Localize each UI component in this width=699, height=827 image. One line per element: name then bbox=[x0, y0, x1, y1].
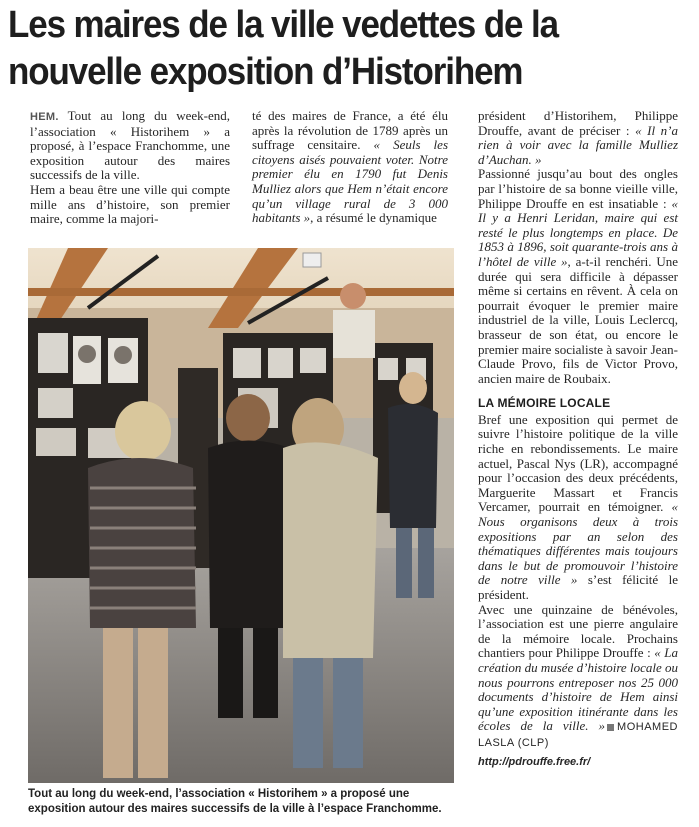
quote: « La création du musée d’histoire locale ou nous pourrons entreposer nos 25 000 documents d’histoire de Hem ainsi qu’une exposition itinérante dans les écoles de la ville. » bbox=[478, 645, 679, 734]
text-run: s’est félicité le président. bbox=[478, 572, 678, 602]
article-column-3 bbox=[478, 109, 678, 769]
text-run: président d’Historihem, Philippe Drouffe, avant de préciser : bbox=[478, 108, 678, 138]
article-column-1 bbox=[30, 109, 230, 227]
end-mark-icon bbox=[607, 724, 614, 731]
quote: « Nous organisons deux à trois expositions par an selon des thématiques différentes mais toujours dans le but de promouvoir l’histoire de notre ville » bbox=[478, 499, 678, 588]
text-run: , a résumé le dynamique bbox=[310, 210, 437, 226]
text-run: té des maires de France, a été élu après la révolution de 1789 après un suffrage censitaire. bbox=[252, 108, 448, 153]
exhibition-photo bbox=[28, 248, 454, 783]
article-column-2 bbox=[252, 109, 448, 226]
website-link[interactable]: http://pdrouffe.free.fr/ bbox=[478, 755, 591, 768]
text-run: Avec une quinzaine de bénévoles, l’association est une pierre angulaire de la mémoire locale. Prochains chantiers pour Philippe Drouffe : bbox=[478, 601, 678, 661]
quote: « Il n’a rien à voir avec la famille Mulliez d’Auchan. » bbox=[478, 122, 678, 167]
headline-line-2: nouvelle exposition d’Historihem bbox=[8, 51, 523, 93]
headline-line-1: Les maires de la ville vedettes de la bbox=[8, 4, 558, 46]
paragraph-history: Hem a beau être une ville qui compte mille ans d’histoire, son premier maire, comme la majori- bbox=[30, 181, 230, 227]
quote: « Seuls les citoyens aisés pouvaient voter. Notre premier élu en 1790 fut Denis Mulliez alors que Hem n’était encore qu’un village rural de 3 000 habitants » bbox=[252, 137, 448, 226]
dateline: HEM. bbox=[30, 111, 59, 123]
headline bbox=[8, 2, 638, 96]
paragraph-first-mayor bbox=[252, 109, 448, 226]
text-run: Passionné jusqu’au bout des ongles par l’histoire de sa bonne vieille ville, Philippe Drouffe en est insatiable : bbox=[478, 166, 678, 211]
subheading-memoire-locale: LA MÉMOIRE LOCALE bbox=[478, 396, 611, 411]
paragraph-intro bbox=[30, 109, 230, 183]
author-signature: MOHAMED LASLA (CLP) bbox=[478, 721, 678, 749]
paragraph-president bbox=[478, 109, 678, 167]
paragraph-leridan bbox=[478, 167, 678, 386]
intro-text: Tout au long du week-end, l’association « Historihem » a proposé, à l’espace Franchomme, une exposition autour des maires successifs de la ville. bbox=[30, 108, 231, 183]
paragraph-memoire bbox=[478, 413, 678, 603]
photo-caption: Tout au long du week-end, l’association « Historihem » a proposé une exposition autour des maires successifs de la ville à l’espace Franchomme. bbox=[28, 788, 442, 815]
quote: « Il y a Henri Leridan, maire qui est resté le plus longtemps en place. De 1853 à 1896, soit quarante-trois ans à l’hôtel de ville » bbox=[478, 195, 678, 269]
paragraph-projects bbox=[478, 603, 678, 751]
text-run: Bref une exposition qui permet de suivre l’histoire politique de la ville riche en rebondissements. Le maire actuel, Pascal Nys (LR), accompagné pour l’occasion des deux précédents, Marguerite Massart et Francis Vercamer, pourrait en témoigner. bbox=[478, 411, 678, 515]
text-run: , a-t-il renchéri. Une durée qui sera difficile à dépasser même si certains en rêvent. À cela on pourrait évoquer le premier maire industriel de la ville, Louis Leclercq, brasseur de son état, ou encore le premier maire socialiste à savoir Jean-Claude Provo, fils de Victor Provo, ancien maire de Roubaix. bbox=[478, 253, 678, 386]
